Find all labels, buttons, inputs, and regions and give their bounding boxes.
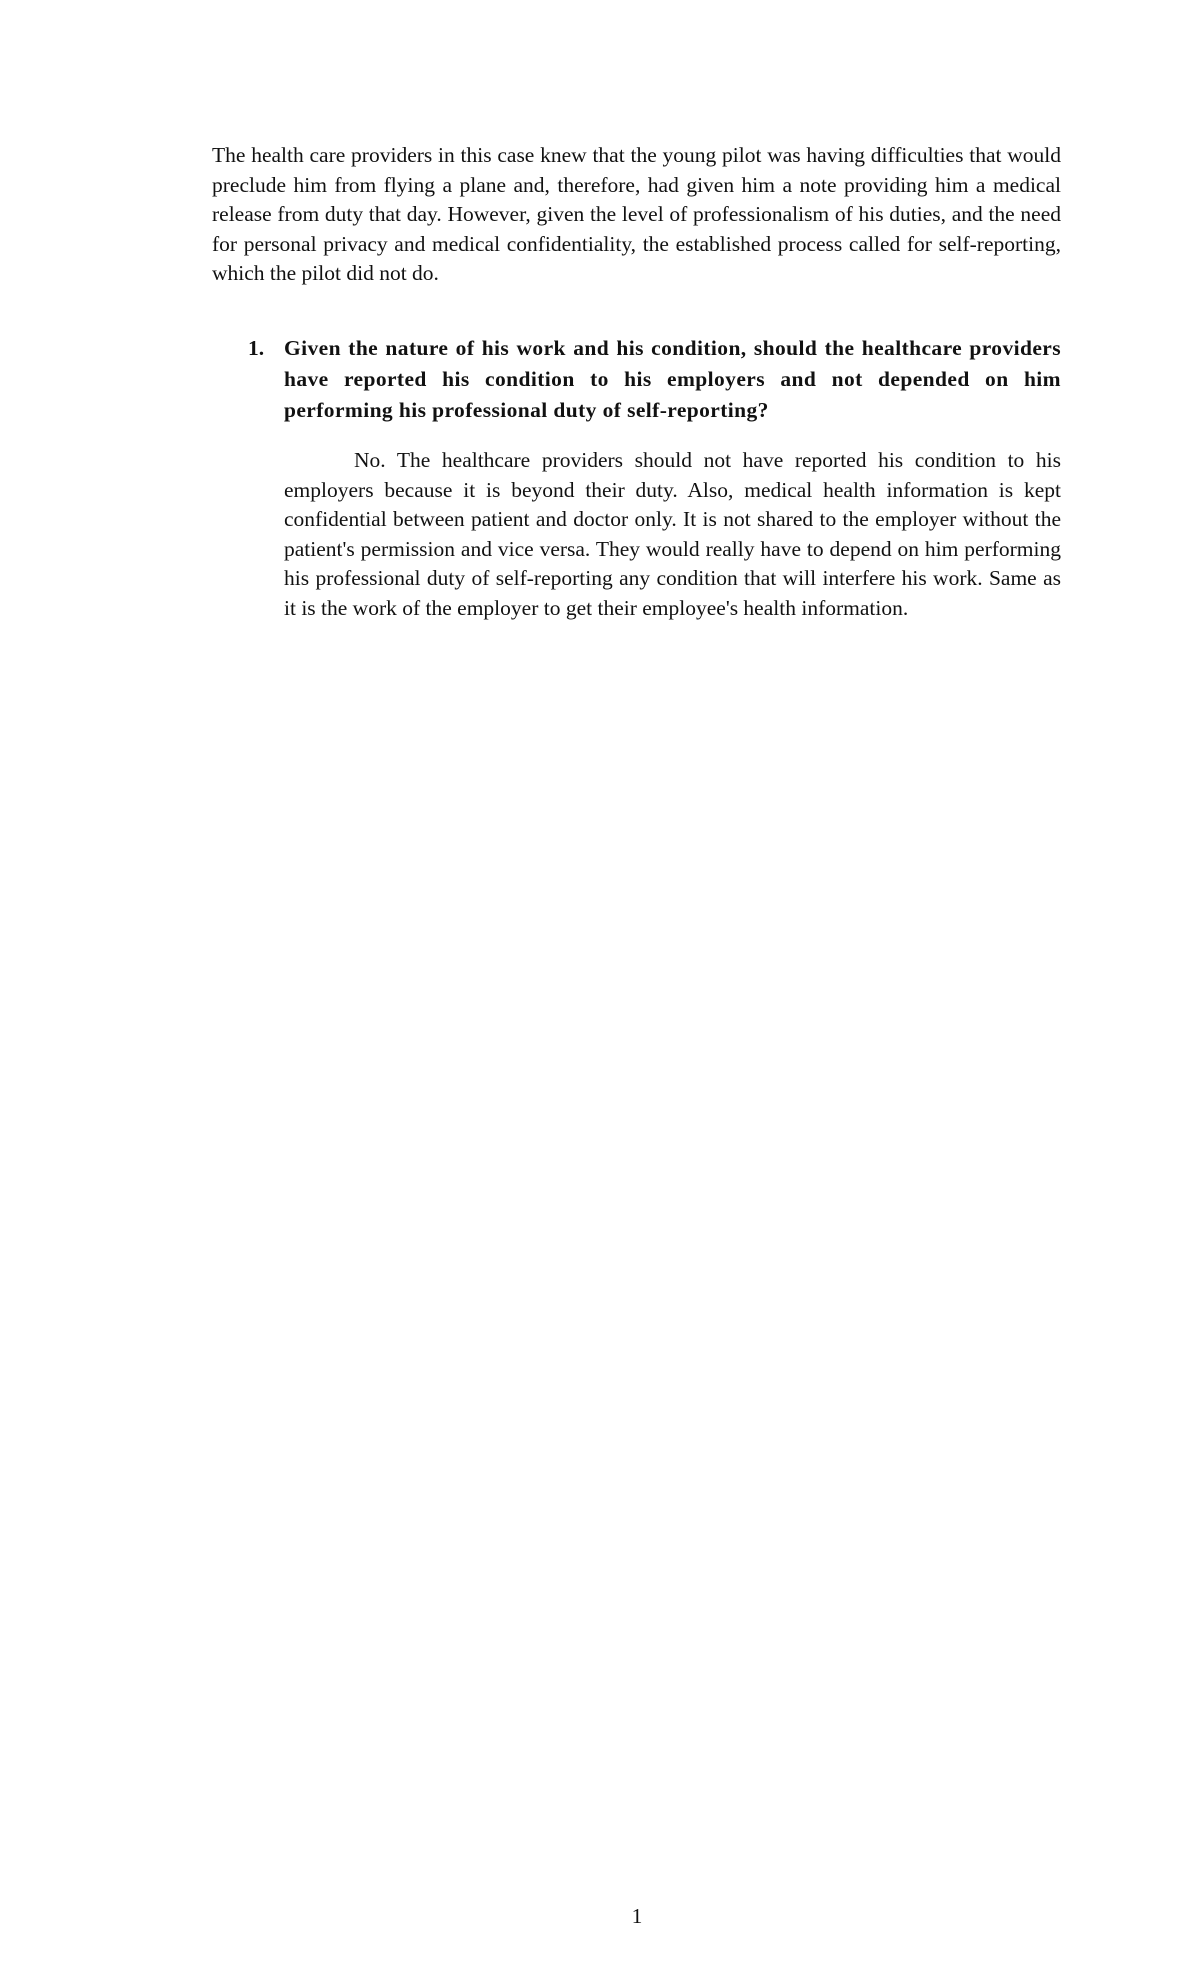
intro-paragraph: The health care providers in this case knew that the young pilot was having difficulties that would preclude him from flying a plane and, therefore, had given him a note providing him a medical release from duty that day. However, given the level of professionalism of his duties, and the need for personal privacy and medical confidentiality, the established process called for self-reporting, which the pilot did not do. [212,143,1061,285]
answer-paragraph: No. The healthcare providers should not have reported his condition to his employers because it is beyond their duty. Also, medical health information is kept confidential between patient and doctor only. It is not shared to the employer without the patient's permission and vice versa. They would really have to depend on him performing his professional duty of self-reporting any condition that will interfere his work. Same as it is the work of the employer to get their employee's health information. [284,448,1061,620]
question-number: 1. [248,336,265,360]
question-text: Given the nature of his work and his condition, should the healthcare providers have reported his condition to his employers and not depended on him performing his professional duty of self-reporting? [284,336,1061,422]
page-number: 1 [631,1904,643,1928]
